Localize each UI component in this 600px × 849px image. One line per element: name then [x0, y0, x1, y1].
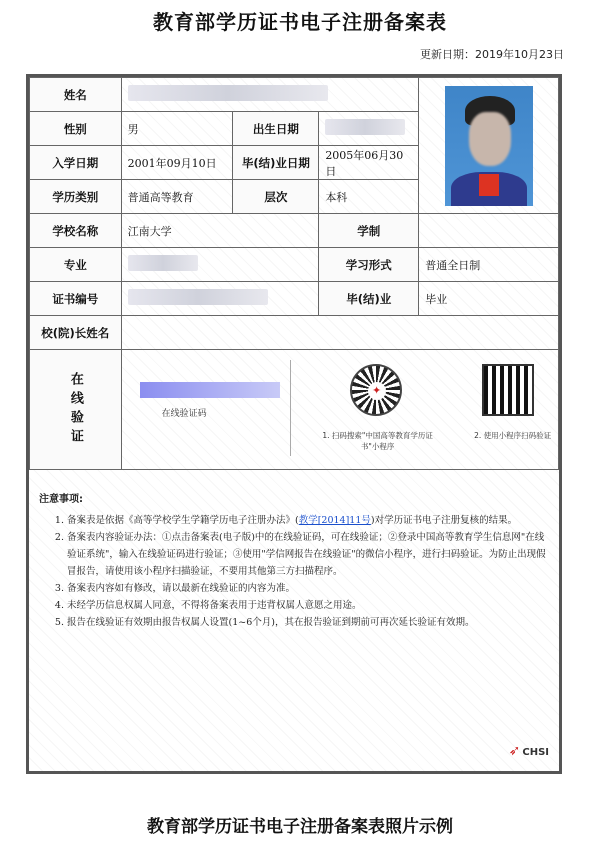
- note1-text-b: )对学历证书电子注册复核的结果。: [370, 515, 518, 526]
- redacted-name: [128, 85, 328, 101]
- online-verify-code[interactable]: [140, 382, 280, 398]
- verify-label-cell: [30, 350, 122, 470]
- qr1-caption: 1. 扫码搜索"中国高等教育学历证书"小程序: [322, 430, 433, 451]
- name-value: [121, 78, 419, 112]
- chsi-logo-text: CHSI: [522, 747, 549, 758]
- duration-value: [419, 214, 559, 248]
- edu-type-label: 学历类别: [30, 180, 122, 214]
- grad-date-value: 2005年06月30日: [319, 146, 419, 180]
- cert-no-value: [121, 282, 319, 316]
- student-photo: [445, 86, 533, 206]
- image-caption: 教育部学历证书电子注册备案表照片示例: [147, 817, 453, 837]
- redacted-cert-no: [128, 289, 268, 305]
- notes-heading: 注意事项:: [39, 494, 83, 505]
- name-label: 姓名: [30, 78, 122, 112]
- school-label: 学校名称: [30, 214, 122, 248]
- gender-label: 性别: [30, 112, 122, 146]
- chsi-logo: [509, 743, 549, 759]
- grad-date-label: 毕(结)业日期: [233, 146, 319, 180]
- school-value: 江南大学: [121, 214, 319, 248]
- miniprogram-qr-code: [350, 364, 402, 416]
- president-value: [121, 316, 558, 350]
- redacted-birth: [325, 119, 405, 135]
- note-item: 5. 报告在线验证有效期由报告权属人设置(1~6个月)，其在报告验证到期前可再次延长验证有效期。: [67, 614, 553, 631]
- verify-code-caption: 在线验证码: [161, 408, 207, 419]
- note-item: 3. 备案表内容如有修改，请以最新在线验证的内容为准。: [67, 580, 553, 597]
- chsi-bird-icon: ✦: [368, 382, 386, 400]
- grad-status-value: 毕业: [419, 282, 559, 316]
- verify-area: [121, 350, 558, 470]
- info-table: [29, 77, 559, 470]
- chsi-logo-icon: ➶: [508, 743, 521, 759]
- note-item: 2. 备案表内容验证办法：①点击备案表(电子版)中的在线验证码，可在线验证；②登录中国高等教育学生信息网"在线验证系统"，输入在线验证码进行验证；③使用"学信网报告在线验证"的微信小程序，进行扫码验证。为防止出现假冒报告，请使用该小程序扫描验证，不要用其他第三方扫描程序。: [67, 529, 553, 580]
- note-item: [67, 512, 553, 529]
- birth-value: [319, 112, 419, 146]
- study-form-label: 学习形式: [319, 248, 419, 282]
- notes-section: [39, 491, 553, 631]
- page-title: 教育部学历证书电子注册备案表: [153, 10, 447, 34]
- photo-cell: [419, 78, 559, 214]
- cert-no-label: 证书编号: [30, 282, 122, 316]
- edu-type-value: 普通高等教育: [121, 180, 233, 214]
- verify-divider: [290, 360, 291, 456]
- grad-status-label: 毕(结)业: [319, 282, 419, 316]
- major-value: [121, 248, 319, 282]
- redacted-major: [128, 255, 198, 271]
- enroll-value: 2001年09月10日: [121, 146, 233, 180]
- verify-label: 在线验证: [67, 371, 83, 448]
- note1-text-a: 备案表是依据《高等学校学生学籍学历电子注册办法》(: [67, 515, 299, 526]
- president-label: 校(院)长姓名: [30, 316, 122, 350]
- update-date: [420, 46, 564, 62]
- record-form: [26, 74, 562, 774]
- level-label: 层次: [233, 180, 319, 214]
- level-value: 本科: [319, 180, 419, 214]
- note-item: 4. 未经学历信息权属人同意，不得将备案表用于违背权属人意愿之用途。: [67, 597, 553, 614]
- regulation-link[interactable]: 教学[2014]11号: [298, 515, 371, 526]
- update-date-value: 2019年10月23日: [475, 48, 564, 61]
- gender-value: 男: [121, 112, 233, 146]
- birth-label: 出生日期: [233, 112, 319, 146]
- duration-label: 学制: [319, 214, 419, 248]
- update-label: 更新日期：: [420, 48, 475, 61]
- enroll-label: 入学日期: [30, 146, 122, 180]
- major-label: 专业: [30, 248, 122, 282]
- qr2-caption: 2. 使用小程序扫码验证: [474, 430, 552, 440]
- study-form-value: 普通全日制: [419, 248, 559, 282]
- verify-qr-code: [482, 364, 534, 416]
